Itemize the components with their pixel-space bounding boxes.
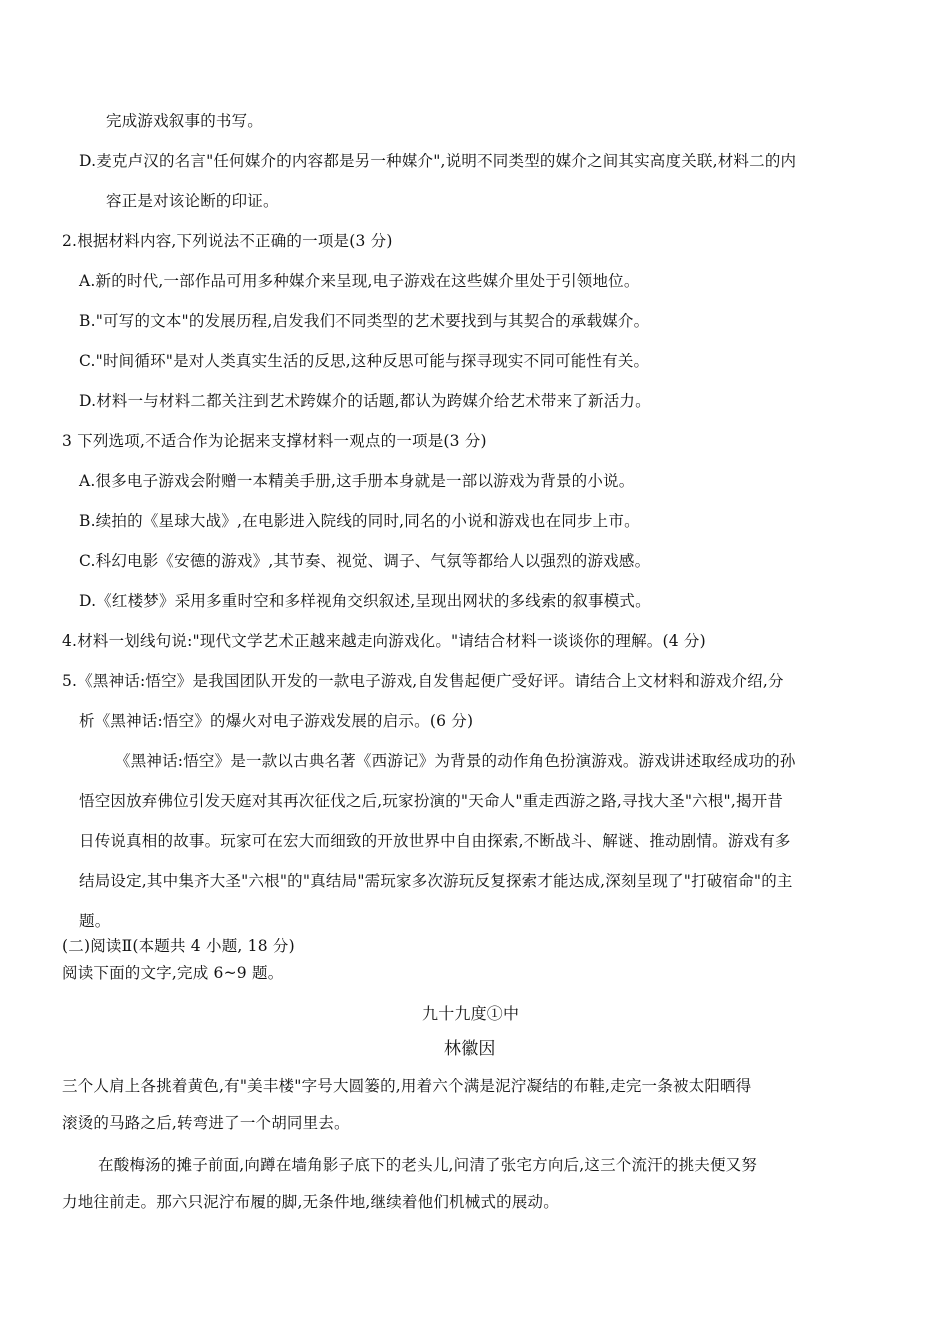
q2-stem: 2.根据材料内容,下列说法不正确的一项是(3 分) — [62, 232, 393, 250]
q1-option-c-continuation: 完成游戏叙事的书写。 — [106, 112, 264, 130]
passage-p2-line2: 力地往前走。那六只泥泞布履的脚,无条件地,继续着他们机械式的展动。 — [62, 1193, 559, 1211]
q1-option-d-line2: 容正是对该论断的印证。 — [106, 192, 279, 210]
q5-intro-line3: 日传说真相的故事。玩家可在宏大而细致的开放世界中自由探索,不断战斗、解谜、推动剧情。游戏有多 — [79, 832, 791, 850]
passage-p1-line1: 三个人肩上各挑着黄色,有"美丰楼"字号大圆篓的,用着六个满是泥泞凝结的布鞋,走完一条被太阳晒得 — [62, 1077, 752, 1095]
passage-title: 九十九度①中 — [422, 1004, 520, 1023]
q5-intro-line5: 题。 — [79, 912, 111, 930]
passage-author: 林徽因 — [444, 1039, 496, 1059]
q4-stem: 4.材料一划线句说:"现代文学艺术正越来越走向游戏化。"请结合材料一谈谈你的理解。(4 分) — [62, 632, 706, 650]
q3-option-b: B.续拍的《星球大战》,在电影进入院线的同时,同名的小说和游戏也在同步上市。 — [79, 512, 640, 530]
section2-heading: (二)阅读Ⅱ(本题共 4 小题, 18 分) — [62, 937, 295, 955]
q3-option-d: D.《红楼梦》采用多重时空和多样视角交织叙述,呈现出网状的多线索的叙事模式。 — [79, 592, 651, 610]
passage-p2-line1: 在酸梅汤的摊子前面,向蹲在墙角影子底下的老头儿,问清了张宅方向后,这三个流汗的挑夫便又努 — [98, 1156, 758, 1174]
q3-option-c: C.科幻电影《安德的游戏》,其节奏、视觉、调子、气氛等都给人以强烈的游戏感。 — [79, 552, 651, 570]
q5-intro-line4: 结局设定,其中集齐大圣"六根"的"真结局"需玩家多次游玩反复探索才能达成,深刻呈现了"打破宿命"的主 — [79, 872, 793, 890]
q5-stem-line2: 析《黑神话:悟空》的爆火对电子游戏发展的启示。(6 分) — [79, 712, 474, 730]
q5-intro-line1: 《黑神话:悟空》是一款以古典名著《西游记》为背景的动作角色扮演游戏。游戏讲述取经成功的孙 — [115, 752, 796, 770]
q3-option-a: A.很多电子游戏会附赠一本精美手册,这手册本身就是一部以游戏为背景的小说。 — [79, 472, 635, 490]
q2-option-c: C."时间循环"是对人类真实生活的反思,这种反思可能与探寻现实不同可能性有关。 — [79, 352, 650, 370]
q2-option-b: B."可写的文本"的发展历程,启发我们不同类型的艺术要找到与其契合的承载媒介。 — [79, 312, 650, 330]
q5-stem-line1: 5.《黑神话:悟空》是我国团队开发的一款电子游戏,自发售起便广受好评。请结合上文材料和游戏介绍,分 — [62, 672, 784, 690]
passage-p1-line2: 滚烫的马路之后,转弯进了一个胡同里去。 — [62, 1114, 350, 1132]
q1-option-d-line1: D.麦克卢汉的名言"任何媒介的内容都是另一种媒介",说明不同类型的媒介之间其实高度关联,材料二的内 — [79, 152, 797, 170]
q5-intro-line2: 悟空因放弃佛位引发天庭对其再次征伐之后,玩家扮演的"天命人"重走西游之路,寻找大圣"六根",揭开昔 — [79, 792, 784, 810]
q2-option-a: A.新的时代,一部作品可用多种媒介来呈现,电子游戏在这些媒介里处于引领地位。 — [79, 272, 640, 290]
q2-option-d: D.材料一与材料二都关注到艺术跨媒介的话题,都认为跨媒介给艺术带来了新活力。 — [79, 392, 651, 410]
section2-instruction: 阅读下面的文字,完成 6~9 题。 — [62, 964, 284, 982]
q3-stem: 3 下列选项,不适合作为论据来支撑材料一观点的一项是(3 分) — [62, 432, 487, 450]
